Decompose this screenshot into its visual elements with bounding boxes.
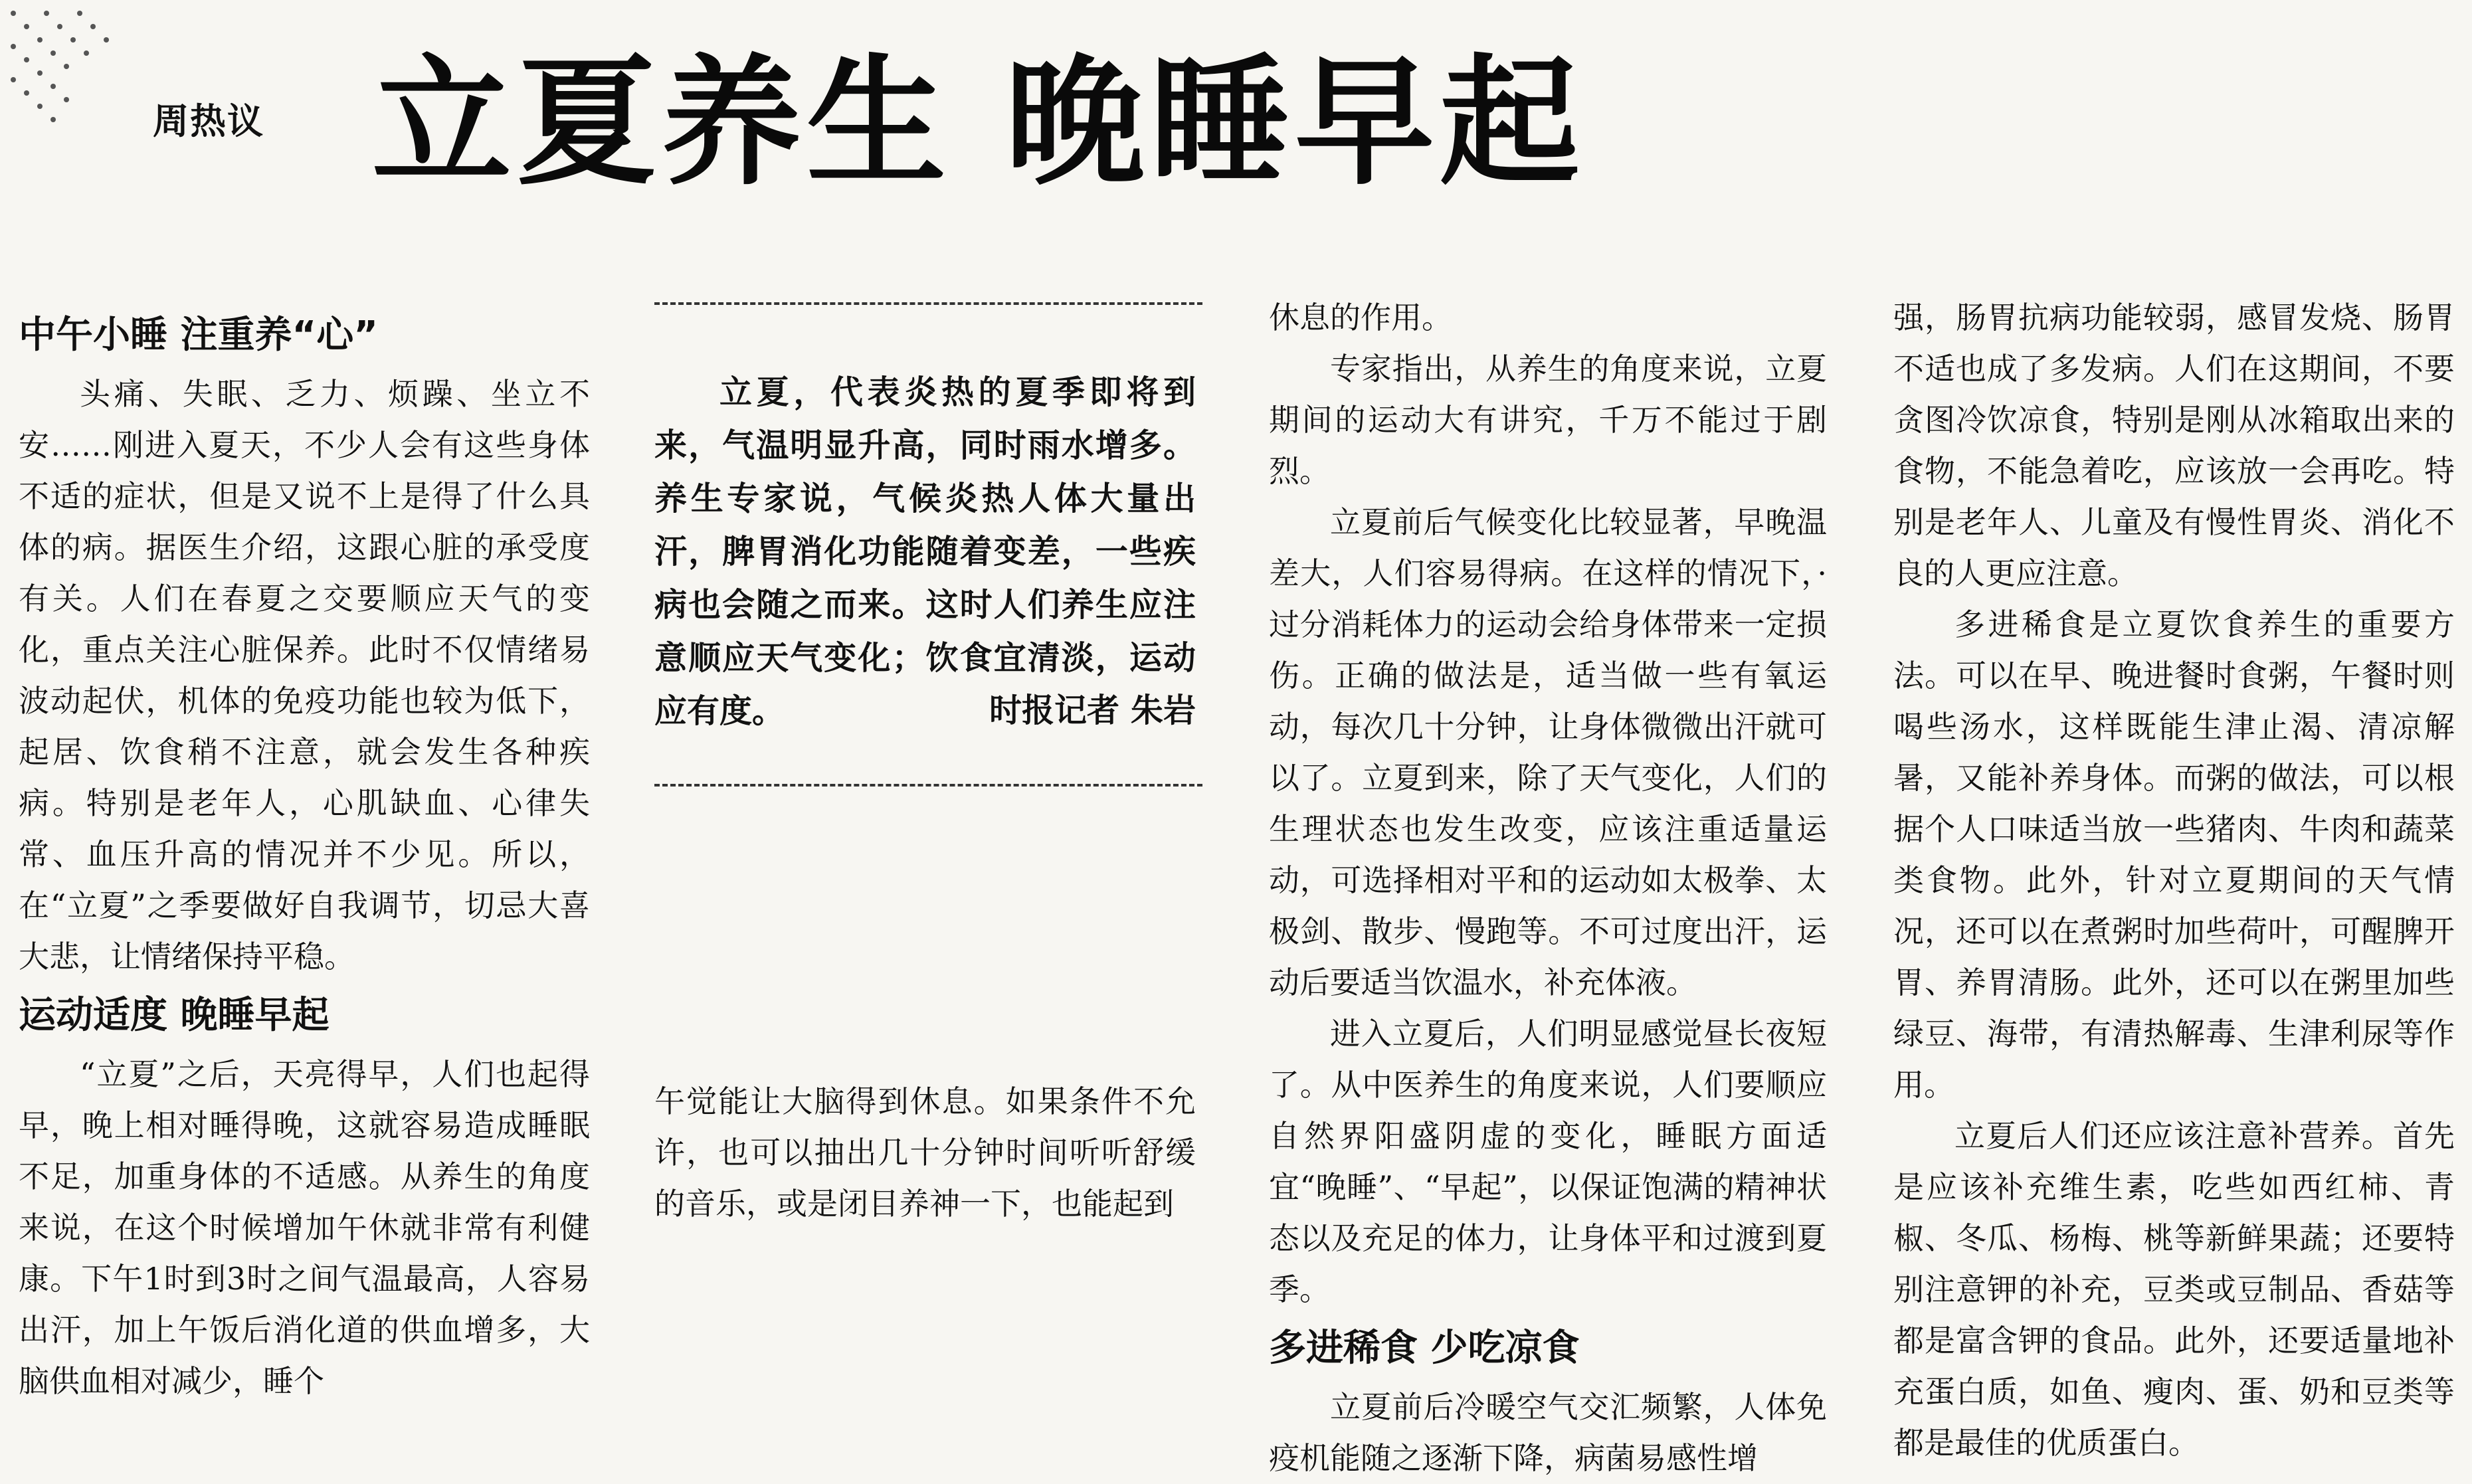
paragraph: “立夏”之后，天亮得早，人们也起得早，晚上相对睡得晚，这就容易造成睡眠不足，加重身体的不适感。从养生的角度来说，在这个时候增加午休就非常有利健康。下午1时到3时之间气温最高，人容易出汗，加上午饭后消化道的供血增多，大脑供血相对减少，睡个 — [19, 1056, 590, 1399]
paragraph: 立夏后人们还应该注意补营养。首先是应该补充维生素，吃些如西红柿、青椒、冬瓜、杨梅、桃等新鲜果蔬；还要特别注意钾的补充，豆类或豆制品、香菇等都是富含钾的食品。此外，还要适量地补充蛋白质，如鱼、瘦肉、蛋、奶和豆类等都是最佳的优质蛋白。 — [1893, 1118, 2455, 1461]
column-4 — [1893, 292, 2455, 1469]
paragraph: 多进稀食是立夏饮食养生的重要方法。可以在早、晚进餐时食粥，午餐时则喝些汤水，这样既能生津止渴、清凉解暑，又能补养身体。而粥的做法，可以根据个人口味适当放一些猪肉、牛肉和蔬菜类食物。此外，针对立夏期间的天气情况，还可以在煮粥时加些荷叶，可醒脾开胃、养胃清肠。此外，还可以在粥里加些绿豆、海带，有清热解毒、生津利尿等作用。 — [1893, 606, 2455, 1103]
subheading-noon-nap: 中午小睡 注重养“心” — [19, 314, 379, 357]
headline: 立夏养生 晚睡早起 — [372, 41, 1585, 204]
paragraph: 立夏前后冷暖空气交汇频繁，人体免疫机能随之逐渐下降，病菌易感性增 — [1269, 1389, 1827, 1476]
dashed-rule-bottom — [654, 784, 1202, 787]
paragraph: 午觉能让大脑得到休息。如果条件不允许，也可以抽出几十分钟时间听听舒缓的音乐，或是闭目养神一下，也能起到 — [654, 1083, 1196, 1222]
intro-text: 立夏，代表炎热的夏季即将到来，气温明显升高，同时雨水增多。养生专家说，气候炎热人体大量出汗，脾胃消化功能随着变差，一些疾病也会随之而来。这时人们养生应注意顺应天气变化；饮食宜清淡，运动应有度。 — [654, 373, 1196, 730]
paragraph: 头痛、失眠、乏力、烦躁、坐立不安……刚进入夏天，不少人会有这些身体不适的症状，但是又说不上是得了什么具体的病。据医生介绍，这跟心脏的承受度有关。人们在春夏之交要顺应天气的变化，重点关注心脏保养。此时不仅情绪易波动起伏，机体的免疫功能也较为低下，起居、饮食稍不注意，就会发生各种疾病。特别是老年人，心肌缺血、心律失常、血压升高的情况并不少见。所以，在“立夏”之季要做好自我调节，切忌大喜大悲，让情绪保持平稳。 — [19, 376, 590, 974]
column-1 — [19, 302, 590, 1407]
paragraph: 进入立夏后，人们明显感觉昼长夜短了。从中医养生的角度来说，人们要顺应自然界阳盛阴虚的变化，睡眠方面适宜“晚睡”、“早起”，以保证饱满的精神状态以及充足的体力，让身体平和过渡到夏季。 — [1269, 1016, 1827, 1307]
paragraph: 强，肠胃抗病功能较弱，感冒发烧、肠胃不适也成了多发病。人们在这期间，不要贪图冷饮凉食，特别是刚从冰箱取出来的食物，不能急着吃，应该放一会再吃。特别是老年人、儿童及有慢性胃炎、消化不良的人更应注意。 — [1893, 300, 2455, 591]
intro-box — [654, 365, 1196, 737]
subheading-exercise: 运动适度 晚睡早起 — [19, 994, 330, 1037]
paragraph: 休息的作用。 — [1269, 300, 1452, 335]
column-2-continuation — [654, 1076, 1196, 1230]
subheading-diet: 多进稀食 少吃凉食 — [1269, 1327, 1580, 1370]
paragraph: 立夏前后气候变化比较显著，早晚温差大，人们容易得病。在这样的情况下，·过分消耗体力的运动会给身体带来一定损伤。正确的做法是，适当做一些有氧运动，每次几十分钟，让身体微微出汗就可以了。立夏到来，除了天气变化，人们的生理状态也发生改变，应该注重适量运动，可选择相对平和的运动如太极拳、太极剑、散步、慢跑等。不可过度出汗，运动后要适当饮温水，补充体液。 — [1269, 504, 1827, 1000]
dashed-rule-top — [654, 302, 1202, 305]
paragraph: 专家指出，从养生的角度来说，立夏期间的运动大有讲究，千万不能过于剧烈。 — [1269, 351, 1827, 489]
corner-ornament — [0, 0, 146, 153]
column-3 — [1269, 292, 1827, 1484]
byline: 时报记者 朱岩 — [989, 692, 1196, 729]
column-tag: 周热议 — [153, 100, 264, 142]
